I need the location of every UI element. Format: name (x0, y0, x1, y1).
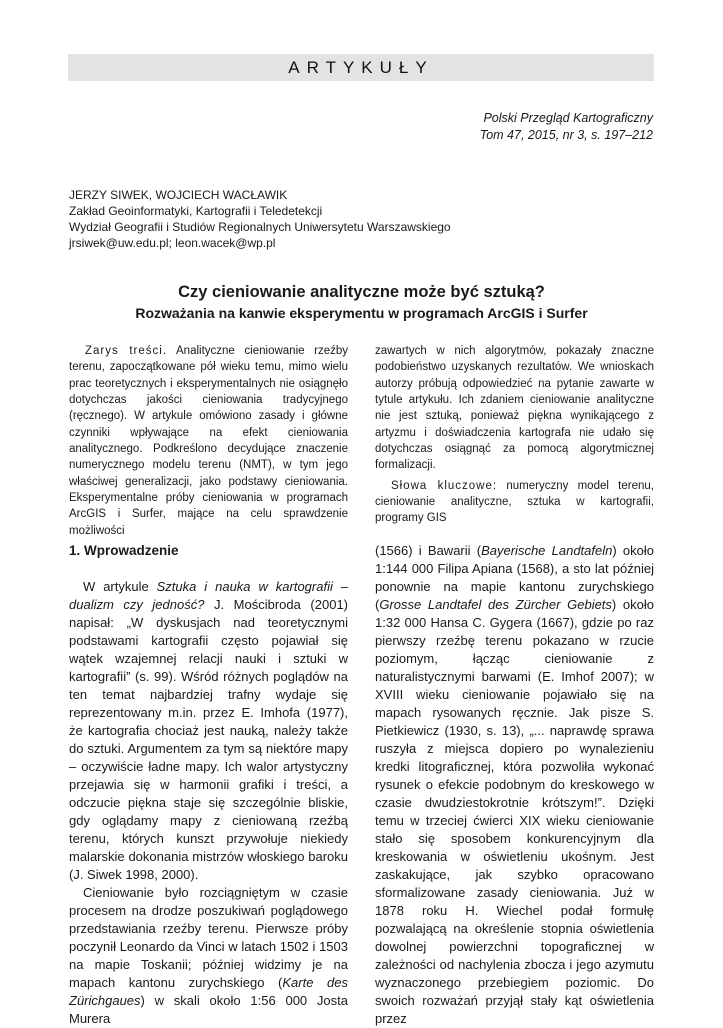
journal-volume: Tom 47, 2015, nr 3, s. 197–212 (479, 128, 653, 142)
author-emails: jrsiwek@uw.edu.pl; leon.wacek@wp.pl (69, 236, 276, 250)
keywords-text: numeryczny model terenu, cieniowanie analityczne, sztuka w kartografii, programy GIS (375, 479, 654, 525)
author-department: Zakład Geoinformatyki, Kartografii i Teledetekcji (69, 204, 323, 218)
text-run: Cieniowanie było rozciągniętym w czasie procesem na drodze poszukiwań poglądowego przedstawiania rzeźby terenu. Pierwsze próby poczynił Leonardo da Vinci w latach 1502 i 1503 na mapie Toskanii; później widzimy je na mapach kantonu zurychskiego ( (69, 885, 348, 990)
text-run: ) około 1:32 000 Hansa C. Gygera (1667), gdzie po raz pierwszy rzeźbę terenu pokazano w rzucie poziomym, łącząc cieniowanie z naturalistycznymi barwami (E. Imhof 2007); w XVIII wieku cieniowanie pojawiało się na mapach rysowanych ręcznie. Jak pisze S. Pietkiewicz (1930, s. 13), „... naprawdę sprawa ruszyła z miejsca dopiero po wynalezieniu kredki litograficznej, która pozwoliła wykonać rysunek o efekcie podobnym do kreskowego w czasie dwudziestokrotnie krótszym!”. Dzięki temu w trzeciej ćwierci XIX wieku cieniowanie stało się sposobem konkurencyjnym dla kreskowania w oświetleniu ukośnym. Jest zaskakujące, jak szybko opracowano sformalizowane zasady cieniowania. Już w 1878 roku H. Wiechel podał formułę pozwalającą na określenie stopnia oświetlenia dowolnej powierzchni topograficznej w zależności od nachylenia zbocza i jego azymutu wyznaczonego przebiegiem poziomic. Do swoich rozważań przyjął stały kąt oświetlenia przez (375, 597, 654, 1026)
body-paragraph-1 (69, 578, 348, 884)
section-header: ARTYKUŁY (288, 58, 434, 77)
text-run: W artykule (83, 579, 157, 594)
italic-citation-title: Sztuka i nauka w kartografii – dualizm czy jedność? (69, 579, 348, 612)
body-paragraph-2 (69, 884, 348, 1028)
keywords-label: Słowa kluczowe: (391, 479, 498, 492)
article-subtitle: Rozważania na kanwie eksperymentu w programach ArcGIS i Surfer (135, 305, 588, 321)
abstract-text-right: zawartych w nich algorytmów, pokazały znaczne podobieństwo uzyskanych rezultatów. We wnioskach autorzy próbują odpowiedzieć na pytanie zawarte w tytule artykułu. Ich zdaniem cieniowanie analityczne nie jest sztuką, ponieważ piękna wynikającego z artyzmu i doświadczenia kartografa nie udało się dotychczas osiągnąć za pomocą algorytmicznej formalizacji. (375, 345, 654, 472)
abstract-paragraph (69, 343, 348, 539)
keywords-paragraph (375, 478, 654, 527)
section-heading: 1. Wprowadzenie (69, 543, 179, 558)
body-left-column (69, 578, 348, 1028)
text-run: ) w skali około 1:56 000 Josta Murera (69, 993, 348, 1026)
journal-name: Polski Przegląd Kartograficzny (483, 111, 653, 125)
italic-map-title: Bayerische Landtafeln (481, 543, 613, 558)
author-names: JERZY SIWEK, WOJCIECH WACŁAWIK (69, 188, 288, 202)
body-right-column (375, 542, 654, 1028)
italic-map-title: Grosse Landtafel des Zürcher Gebiets (379, 597, 612, 612)
section-header-band (68, 54, 654, 81)
author-block (69, 187, 451, 251)
body-paragraph-continued (375, 542, 654, 1028)
abstract-right-column (375, 343, 654, 527)
text-run: ) około 1:144 000 Filipa Apiana (1568), a sto lat później ponownie na mapie kantonu zurychskiego ( (375, 543, 654, 612)
text-run: J. Mościbroda (2001) napisał: „W dyskusjach nad teoretycznymi podstawami kartografii często pojawiał się wątek wzajemnej relacji nauki i sztuki w kartografii” (s. 99). Wśród różnych poglądów na ten temat najbardziej trafny wydaje się reprezentowany m.in. przez E. Imhofa (1977), że kartografia chociaż jest nauką, należy także do sztuki. Argumentem za tym są niektóre mapy – oczywiście ładne mapy. Ich walor artystyczny przejawia się w harmonii grafiki i treści, a odczucie piękna staje się szczególnie bliskie, gdy oglądamy mapy z cieniowaną rzeźbą terenu, których kunszt przywołuje niekiedy malarskie dokonania mistrzów włoskiego baroku (J. Siwek 1998, 2000). (69, 597, 348, 882)
article-title: Czy cieniowanie analityczne może być sztuką? (178, 283, 545, 301)
abstract-text-left: Analityczne cieniowanie rzeźby terenu, zapoczątkowane pół wieku temu, mimo wielu prac teoretycznych i eksperymentalnych nie osiągnęło dotychczas jakości cieniowania tradycyjnego (ręcznego). W artykule omówiono zasady i główne czynniki wpływające na efekt cieniowania analitycznego. Podkreślono decydujące znaczenie numerycznego modelu terenu (NMT), w tym jego właściwej generalizacji, jako podstawy cieniowania. Eksperymentalne próby cieniowania w programach ArcGIS i Surfer, mające na celu sprawdzenie możliwości (69, 345, 348, 537)
author-faculty: Wydział Geografii i Studiów Regionalnych Uniwersytetu Warszawskiego (69, 220, 451, 234)
italic-map-title: Karte des Zürichgaues (69, 975, 348, 1008)
abstract-label: Zarys treści. (85, 345, 168, 357)
abstract-left-column (69, 343, 348, 539)
journal-info (480, 110, 653, 144)
text-run: (1566) i Bawarii ( (375, 543, 482, 558)
